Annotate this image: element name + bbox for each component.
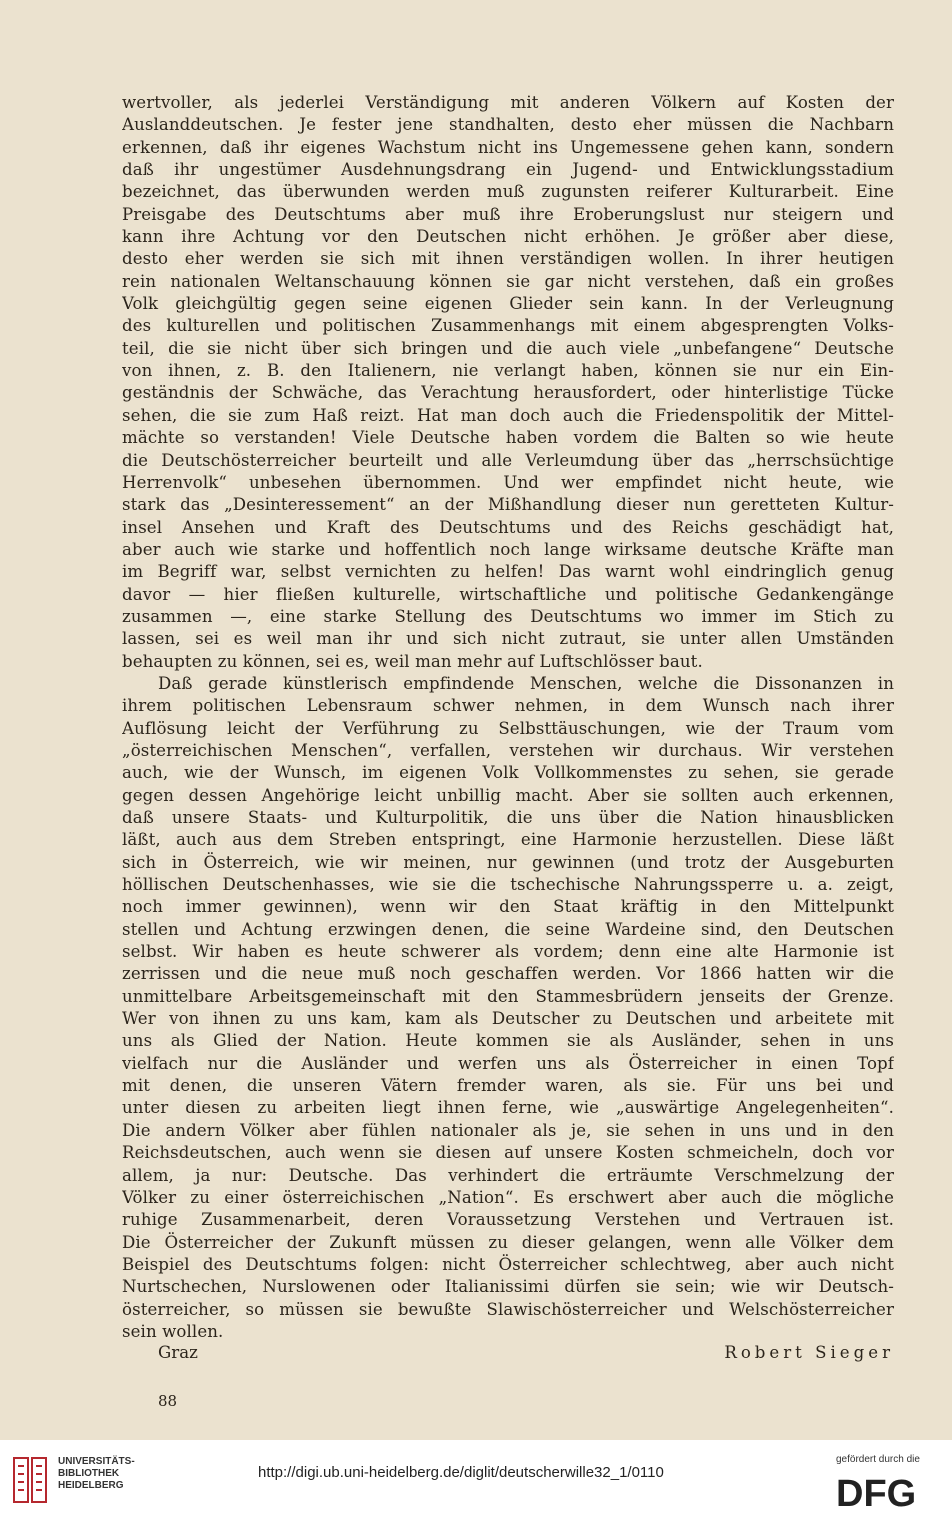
text-line: des kulturellen und politischen Zusammenhangs mit einem abgesprengten Volks- xyxy=(122,316,894,336)
text-line: mächte so verstanden! Viele Deutsche haben vordem die Balten so wie heute xyxy=(122,428,894,448)
signature-place: Graz xyxy=(158,1343,198,1362)
text-line: davor — hier fließen kulturelle, wirtschaftliche und politische Gedankengänge xyxy=(122,584,894,604)
text-line: österreicher, so müssen sie bewußte Slawischösterreicher und Welschösterreicher xyxy=(122,1299,894,1319)
signature-author: Robert Sieger xyxy=(724,1343,894,1362)
text-line: stellen und Achtung erzwingen denen, die seine Wardeine sind, den Deutschen xyxy=(122,919,894,939)
dfg-logo-text: DFG xyxy=(836,1473,917,1512)
text-line: noch immer gewinnen), wenn wir den Staat kräftig in den Mittelpunkt xyxy=(122,897,894,917)
text-line: teil, die sie nicht über sich bringen und die auch viele „unbefangene“ Deutsche xyxy=(122,338,894,358)
text-line: Die Österreicher der Zukunft müssen zu dieser gelangen, wenn alle Völker dem xyxy=(122,1232,894,1252)
text-line: ruhige Zusammenarbeit, deren Voraussetzung Verstehen und Vertrauen ist. xyxy=(122,1210,894,1230)
body-text xyxy=(122,92,894,1343)
text-line: stark das „Desinteressement“ an der Mißhandlung dieser nun geretteten Kultur- xyxy=(122,495,894,515)
text-line: im Begriff war, selbst vernichten zu helfen! Das warnt wohl eindringlich genug xyxy=(122,562,894,582)
text-line: Beispiel des Deutschtums folgen: nicht Österreicher schlechtweg, aber auch nicht xyxy=(122,1254,894,1274)
text-line: vielfach nur die Ausländer und werfen uns als Österreicher in einen Topf xyxy=(122,1053,894,1073)
text-line: wertvoller, als jederlei Verständigung mit anderen Völkern auf Kosten der xyxy=(122,93,894,112)
text-line: geständnis der Schwäche, das Verachtung herausfordert, oder hinterlistige Tücke xyxy=(122,383,894,403)
text-line: daß unsere Staats- und Kulturpolitik, die uns über die Nation hinausblicken xyxy=(122,808,894,827)
text-line: Auslanddeutschen. Je fester jene standhalten, desto eher müssen die Nachbarn xyxy=(122,115,894,135)
footer-bar xyxy=(0,1440,952,1517)
text-line: lassen, sei es weil man ihr und sich nicht zutraut, sie unter allen Umständen xyxy=(122,629,894,649)
text-line: gegen dessen Angehörige leicht unbillig macht. Aber sie sollten auch erkennen, xyxy=(122,785,894,805)
text-line: läßt, auch aus dem Streben entspringt, eine Harmonie herzustellen. Diese läßt xyxy=(122,830,894,850)
text-line: die Deutschösterreicher beurteilt und alle Verleumdung über das „herrschsüchtige xyxy=(122,450,894,470)
text-line: Völker zu einer österreichischen „Nation“. Es erschwert aber auch die mögliche xyxy=(122,1187,894,1207)
university-library-logo-icon xyxy=(8,1452,52,1508)
text-line: kann ihre Achtung vor den Deutschen nicht erhöhen. Je größer aber diese, xyxy=(122,227,894,247)
text-line: Daß gerade künstlerisch empfindende Menschen, welche die Dissonanzen in xyxy=(158,673,894,693)
text-line: desto eher werden sie sich mit ihnen verständigen wollen. In ihrer heutigen xyxy=(122,249,894,269)
text-line: allem, ja nur: Deutsche. Das verhindert die erträumte Verschmelzung der xyxy=(122,1165,894,1185)
text-line: insel Ansehen und Kraft des Deutschtums und des Reichs geschädigt hat, xyxy=(122,517,894,537)
text-line: Wer von ihnen zu uns kam, kam als Deutscher zu Deutschen und arbeitete mit xyxy=(122,1009,894,1029)
text-line: sein wollen. xyxy=(122,1321,224,1341)
text-line: Reichsdeutschen, auch wenn sie diesen auf unsere Kosten schmeicheln, doch vor xyxy=(122,1143,894,1163)
text-line: Preisgabe des Deutschtums aber muß ihre Eroberungslust nur steigern und xyxy=(122,204,894,224)
text-line: „österreichischen Menschen“, verfallen, verstehen wir durchaus. Wir verstehen xyxy=(122,740,894,760)
text-line: auch, wie der Wunsch, im eigenen Volk Vollkommenstes zu sehen, sie gerade xyxy=(122,763,894,783)
library-name-line: HEIDELBERG xyxy=(58,1480,124,1491)
text-line: bezeichnet, das überwunden werden muß zugunsten reiferer Kulturarbeit. Eine xyxy=(122,182,894,202)
text-line: daß ihr ungestümer Ausdehnungsdrang ein Jugend- und Entwicklungsstadium xyxy=(122,160,894,180)
text-line: zerrissen und die neue muß noch geschaffen werden. Vor 1866 hatten wir die xyxy=(122,964,894,984)
text-line: von ihnen, z. B. den Italienern, nie verlangt haben, können sie nur ein Ein- xyxy=(122,361,894,381)
text-line: ihrem politischen Lebensraum schwer nehmen, in dem Wunsch nach ihrer xyxy=(122,696,894,716)
text-line: selbst. Wir haben es heute schwerer als vordem; denn eine alte Harmonie ist xyxy=(122,942,894,962)
text-line: Die andern Völker aber fühlen nationaler als je, sie sehen in uns und in den xyxy=(122,1120,894,1140)
text-line: mit denen, die unseren Vätern fremder waren, als sie. Für uns bei und xyxy=(122,1076,894,1096)
text-line: Herrenvolk“ unbesehen übernommen. Und wer empfindet nicht heute, wie xyxy=(122,472,894,492)
text-line: unter diesen zu arbeiten liegt ihnen ferne, wie „auswärtige Angelegenheiten“. xyxy=(122,1098,894,1118)
text-line: behaupten zu können, sei es, weil man mehr auf Luftschlösser baut. xyxy=(122,651,703,671)
library-name xyxy=(58,1456,135,1492)
text-line: Volk gleichgültig gegen seine eigenen Glieder sein kann. In der Verleugnung xyxy=(122,294,894,314)
dfg-logo-icon xyxy=(836,1472,946,1512)
library-name-line: UNIVERSITÄTS- xyxy=(58,1456,135,1467)
text-line: aber auch wie starke und hoffentlich noch lange wirksame deutsche Kräfte man xyxy=(122,539,894,559)
text-line: zusammen —, eine starke Stellung des Deutschtums wo immer im Stich zu xyxy=(122,606,894,626)
text-line: sich in Österreich, wie wir meinen, nur gewinnen (und trotz der Ausgeburten xyxy=(122,852,894,872)
text-line: unmittelbare Arbeitsgemeinschaft mit den Stammesbrüdern jenseits der Grenze. xyxy=(122,986,894,1006)
text-line: höllischen Deutschenhasses, wie sie die tschechische Nahrungssperre u. a. zeigt, xyxy=(122,875,894,895)
text-line: rein nationalen Weltanschauung können sie gar nicht verstehen, daß ein großes xyxy=(122,271,894,291)
text-line: Auflösung leicht der Verführung zu Selbsttäuschungen, wie der Traum vom xyxy=(122,718,894,738)
funding-note: gefördert durch die xyxy=(836,1454,920,1465)
text-line: Nurtschechen, Nurslowenen oder Italianissimi dürfen sie sein; wie wir Deutsch- xyxy=(122,1277,894,1297)
signature xyxy=(122,1341,894,1365)
text-line: uns als Glied der Nation. Heute kommen sie als Ausländer, sehen in uns xyxy=(122,1031,894,1051)
text-line: erkennen, daß ihr eigenes Wachstum nicht ins Ungemessene gehen kann, sondern xyxy=(122,137,894,157)
library-name-line: BIBLIOTHEK xyxy=(58,1468,120,1479)
text-line: sehen, die sie zum Haß reizt. Hat man doch auch die Friedenspolitik der Mittel- xyxy=(122,405,894,425)
source-url-link[interactable]: http://digi.ub.uni-heidelberg.de/diglit/deutscherwille32_1/0110 xyxy=(258,1464,664,1481)
page-number: 88 xyxy=(158,1392,178,1410)
